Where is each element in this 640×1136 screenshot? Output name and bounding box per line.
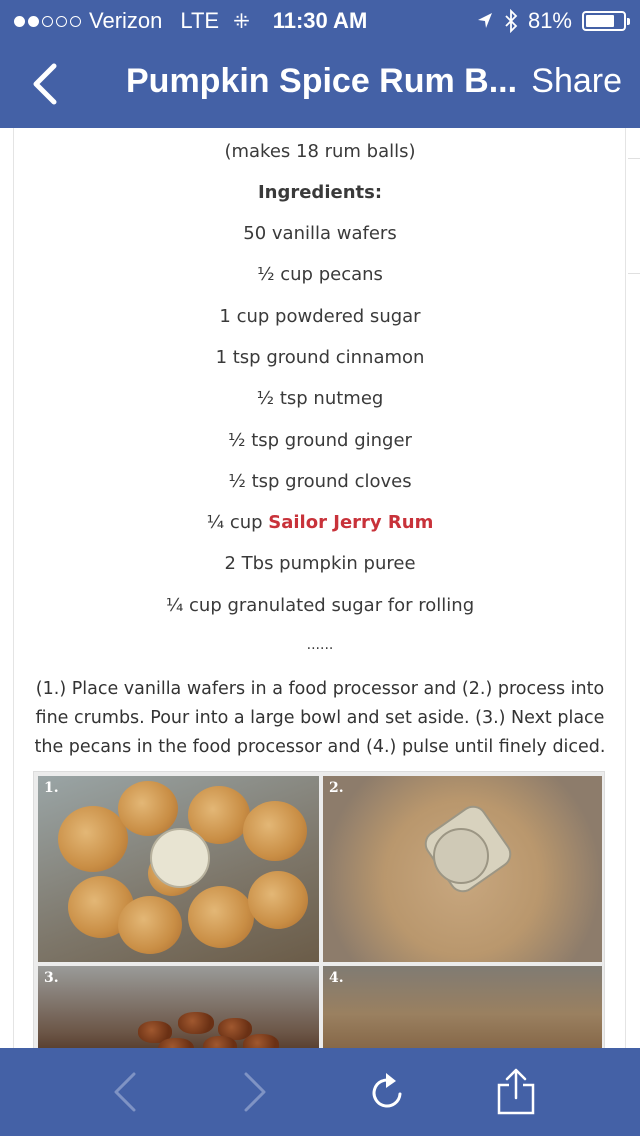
status-bar [0, 0, 640, 40]
instructions-paragraph: (1.) Place vanilla wafers in a food processor and (2.) process into fine crumbs. Pour into a large bowl and set aside. (3.) Next place the pecans in the food processor and (4.) pulse until finely diced. [34, 679, 606, 757]
recipe-photo-collage [33, 771, 605, 1048]
navigation-bar [0, 40, 640, 128]
location-arrow-icon [476, 11, 494, 31]
ingredient-item: 2 Tbs pumpkin puree [224, 553, 416, 574]
photo-step-label: 1. [44, 780, 59, 796]
bottom-toolbar [0, 1048, 640, 1136]
ingredient-item: ½ tsp ground ginger [228, 430, 412, 451]
ingredients-heading: Ingredients: [257, 182, 383, 203]
article-content[interactable] [0, 128, 640, 1048]
ingredient-item-rum [0, 511, 640, 535]
photo-step-3 [38, 966, 319, 1048]
status-time: 11:30 AM [272, 8, 368, 33]
ingredient-item: ½ cup pecans [257, 264, 383, 285]
page-title: Pumpkin Spice Rum B... [126, 62, 518, 100]
forward-arrow-icon[interactable] [232, 1068, 276, 1116]
photo-step-2 [323, 776, 602, 962]
activity-icon: ⁜ [233, 10, 250, 33]
ingredient-item: ½ tsp nutmeg [256, 388, 384, 409]
bluetooth-icon [504, 9, 518, 33]
back-icon[interactable] [30, 62, 60, 106]
ingredient-item: 1 tsp ground cinnamon [215, 347, 425, 368]
photo-step-label: 2. [329, 780, 344, 796]
battery-icon [582, 11, 626, 31]
back-arrow-icon[interactable] [104, 1068, 148, 1116]
status-right [476, 8, 626, 34]
photo-step-4 [323, 966, 602, 1048]
battery-fill [586, 15, 614, 27]
photo-step-label: 4. [329, 970, 344, 986]
network-type: LTE [180, 8, 220, 33]
ingredient-item: 50 vanilla wafers [243, 223, 397, 244]
section-separator: ...... [306, 637, 334, 653]
sailor-jerry-rum-link[interactable]: Sailor Jerry Rum [268, 512, 434, 533]
photo-step-label: 3. [44, 970, 59, 986]
share-icon[interactable] [494, 1068, 538, 1116]
ingredient-amount: ¼ cup [206, 512, 269, 533]
ingredient-item: 1 cup powdered sugar [219, 306, 421, 327]
battery-percent: 81% [527, 8, 572, 33]
carrier-name: Verizon [89, 8, 163, 33]
refresh-icon[interactable] [366, 1068, 410, 1116]
top-bar [0, 0, 640, 128]
share-button[interactable]: Share [531, 62, 622, 100]
recipe-yield: (makes 18 rum balls) [224, 141, 416, 162]
ingredient-item: ½ tsp ground cloves [228, 471, 412, 492]
ingredient-item: ¼ cup granulated sugar for rolling [165, 595, 475, 616]
photo-step-1 [38, 776, 319, 962]
